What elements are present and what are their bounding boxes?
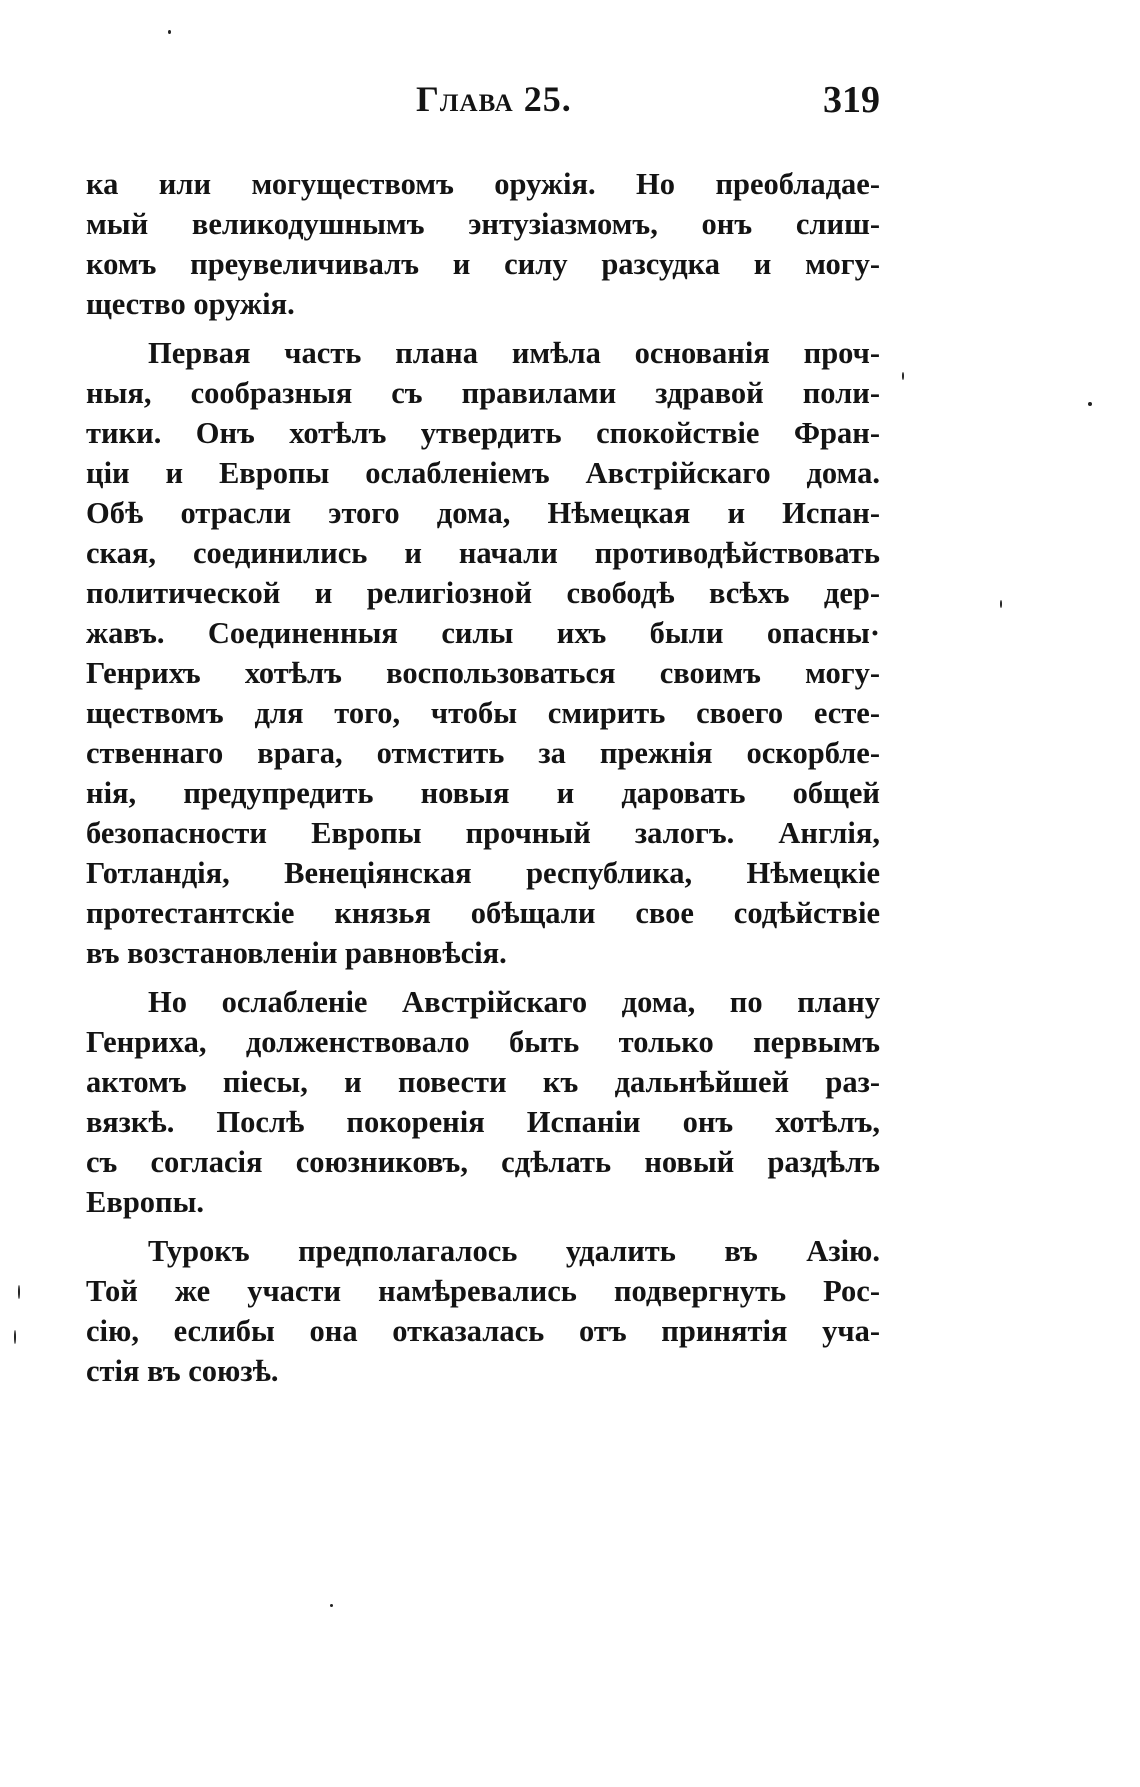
page-number: 319 [823, 79, 880, 121]
text-line: ществомъ для того, чтобы смирить своего есте- [86, 696, 880, 730]
scan-speck [18, 1285, 20, 1299]
scan-speck [14, 1330, 16, 1344]
text-line: ская, соединились и начали противодѣйствовать [86, 536, 880, 570]
paragraph [86, 1231, 880, 1391]
paragraph [86, 333, 880, 973]
running-title: Глава 25. [416, 79, 572, 119]
text-line: Турокъ предполагалось удалить въ Азію. [148, 1234, 880, 1268]
text-line: нія, предупредить новыя и даровать общей [86, 776, 880, 810]
text-line: стія въ союзѣ. [86, 1354, 279, 1388]
text-line: съ согласія союзниковъ, сдѣлать новый раздѣлъ [86, 1145, 880, 1179]
text-line: вязкѣ. Послѣ покоренія Испаніи онъ хотѣлъ, [86, 1105, 880, 1139]
text-line: Но ослабленіе Австрійскаго дома, по плану [148, 985, 880, 1019]
text-line: щество оружія. [86, 287, 295, 321]
text-line: мый великодушнымъ энтузіазмомъ, онъ слиш- [86, 207, 880, 241]
text-line: ка или могуществомъ оружія. Но преобладае- [86, 167, 880, 201]
text-line: безопасности Европы прочный залогъ. Англія, [86, 816, 880, 850]
text-line: жавъ. Соединенныя силы ихъ были опасны· [86, 616, 880, 650]
text-line: Генриха, долженствовало быть только первымъ [86, 1025, 880, 1059]
text-line: сію, еслибы она отказалась отъ принятія уча- [86, 1314, 880, 1348]
page-header [86, 78, 880, 128]
paragraph [86, 164, 880, 324]
body-text [86, 164, 880, 1391]
scan-speck [1000, 600, 1002, 608]
text-line: ныя, сообразныя съ правилами здравой поли- [86, 376, 880, 410]
scan-speck [168, 30, 171, 34]
text-line: Той же участи намѣревались подвергнуть Рос- [86, 1274, 880, 1308]
text-line: ціи и Европы ослабленіемъ Австрійскаго дома. [86, 456, 880, 490]
text-line: Обѣ отрасли этого дома, Нѣмецкая и Испан- [86, 496, 880, 530]
text-line: тики. Онъ хотѣлъ утвердить спокойствіе Фран- [86, 416, 880, 450]
scan-speck [330, 1604, 333, 1607]
text-line: актомъ піесы, и повести къ дальнѣйшей раз- [86, 1065, 880, 1099]
text-line: въ возстановленіи равновѣсія. [86, 936, 507, 970]
text-line: Первая часть плана имѣла основанія проч- [148, 336, 880, 370]
text-line: ственнаго врага, отмстить за прежнія оскорбле- [86, 736, 880, 770]
paragraph [86, 982, 880, 1222]
scan-speck [1088, 402, 1092, 406]
scan-speck [902, 372, 904, 380]
text-line: политической и религіозной свободѣ всѣхъ дер- [86, 576, 880, 610]
text-line: комъ преувеличивалъ и силу разсудка и могу- [86, 247, 880, 281]
text-line: Готландія, Венеціянская республика, Нѣмецкіе [86, 856, 880, 890]
text-line: протестантскіе князья обѣщали свое содѣйствіе [86, 896, 880, 930]
text-line: Генрихъ хотѣлъ воспользоваться своимъ могу- [86, 656, 880, 690]
text-line: Европы. [86, 1185, 205, 1219]
